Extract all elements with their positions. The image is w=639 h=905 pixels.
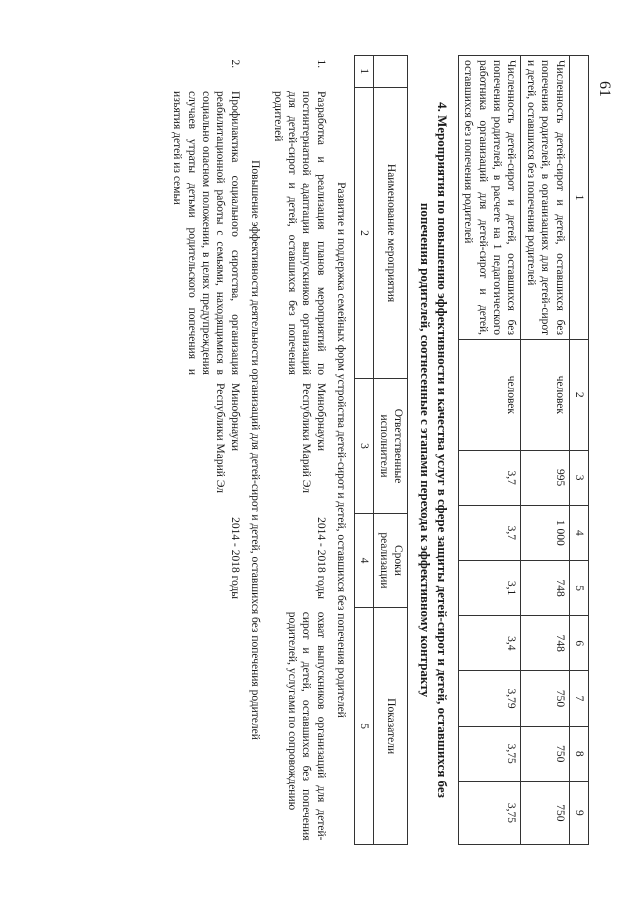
column-header: 8 (569, 726, 588, 781)
indicator-value: 750 (521, 671, 569, 726)
indicator-value: 995 (521, 450, 569, 505)
column-number: 1 (355, 56, 374, 88)
section-title: 4. Мероприятия по повышению эффективности и качества услуг в сфере защиты детей-сирот и детей, оставшихся без попечения родителей, соотнесенные с этапами перехода к эффективному контракту (418, 102, 450, 798)
indicator-value: 3,75 (459, 726, 522, 781)
indicator-value: 1 000 (521, 505, 569, 560)
measure-number: 1. (314, 59, 327, 69)
measure-number: 2. (228, 59, 241, 69)
column-header: 9 (569, 781, 588, 844)
indicator-value: 3,7 (459, 450, 522, 505)
indicator-value: 750 (521, 781, 569, 844)
column-header (374, 56, 408, 88)
column-header: 1 (569, 56, 588, 340)
table-row (521, 56, 569, 845)
measures-table (168, 55, 408, 845)
table-row (459, 56, 522, 845)
indicator-value: 748 (521, 560, 569, 615)
indicator-value: 3,79 (459, 671, 522, 726)
page-content (59, 55, 589, 845)
indicator-value: 3,75 (459, 781, 522, 844)
column-header: 7 (569, 671, 588, 726)
column-header: Ответственные исполнители (374, 379, 408, 513)
group-heading-row (330, 56, 355, 845)
group-heading: Повышение эффективности деятельности организаций для детей-сирот и детей, оставшихся без попечения родителей (249, 160, 262, 740)
indicator-value: 3,1 (459, 560, 522, 615)
column-number-row (355, 56, 374, 845)
indicator-value: 748 (521, 616, 569, 671)
column-number: 3 (355, 379, 374, 513)
column-number: 4 (355, 513, 374, 608)
table-row (168, 56, 244, 845)
indicator-value: 750 (521, 726, 569, 781)
group-heading-row (244, 56, 268, 845)
measures-header-row (374, 56, 408, 845)
measure-period: 2014 - 2018 годы (228, 517, 241, 599)
indicator-unit: человек (521, 340, 569, 450)
column-header: Наименование мероприятия (374, 87, 408, 379)
table-row (268, 56, 330, 845)
measure-indicator (168, 608, 244, 845)
indicator-description: Численность детей-сирот и детей, оставшихся без попечения родителей, в организациях для детей-сирот и детей, оставшихся без попечения родителей (521, 56, 569, 340)
column-header: 5 (569, 560, 588, 615)
column-header: 3 (569, 450, 588, 505)
indicator-value: 3,4 (459, 616, 522, 671)
indicator-value: 3,7 (459, 505, 522, 560)
measure-executor: Минобрнауки Республики Марий Эл (300, 382, 327, 493)
column-header: 2 (569, 340, 588, 450)
column-number: 5 (355, 608, 374, 845)
measure-indicator: охват выпускников организаций для детей-сирот и детей, оставшихся без попечения родителей, услугами по сопровождению (285, 611, 327, 841)
page-number: 61 (596, 81, 613, 97)
measure-name: Профилактика социального сиротства, организация реабилитационной работы с семьями, находящимися в социально опасном положении, в целях предупреждения случаев утраты детьми родительского попечения и изъятия детей из семьи (171, 91, 241, 375)
column-number: 2 (355, 87, 374, 379)
column-header: Показатели (374, 608, 408, 845)
measure-name: Разработка и реализация планов мероприятий по постинтернатной адаптации выпускников организаций для детей-сирот и детей, оставшихся без попечения родителей (271, 91, 327, 375)
indicator-unit: человек (459, 340, 522, 450)
measure-executor: Минобрнауки Республики Марий Эл (214, 382, 241, 493)
indicator-description: Численность детей-сирот и детей, оставшихся без попечения родителей, в расчете на 1 педагогического работника организаций для детей-сирот и детей, оставшихся без попечения родителей (459, 56, 522, 340)
column-header: Сроки реализации (374, 513, 408, 608)
group-heading: Развитие и поддержка семейных форм устройства детей-сирот и детей, оставшихся без попечения родителей (335, 182, 348, 718)
indicators-table (458, 55, 589, 845)
indicators-header-row (569, 56, 588, 845)
column-header: 6 (569, 616, 588, 671)
column-header: 4 (569, 505, 588, 560)
measure-period: 2014 - 2018 годы (314, 517, 327, 599)
